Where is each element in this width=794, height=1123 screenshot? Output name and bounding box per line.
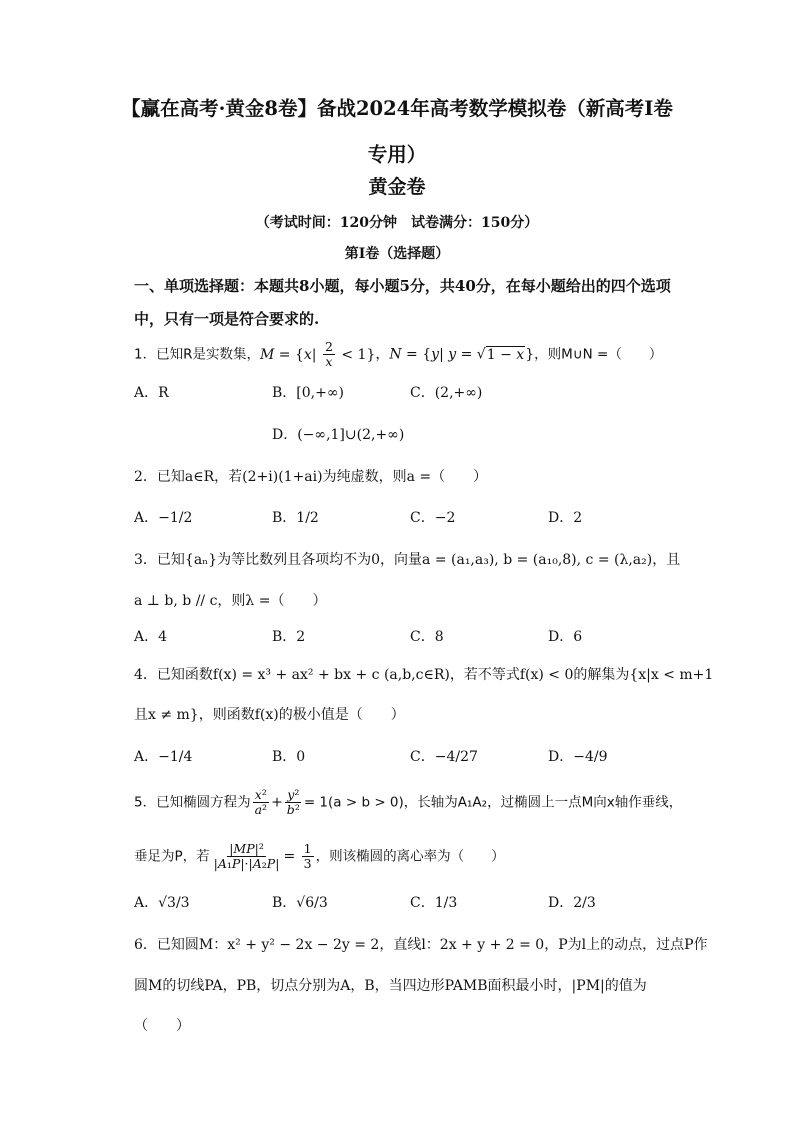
q1-set-m: M = {x| $\frac{2}{x}$ < 1}: [259, 339, 376, 369]
q3-option-a: A．4: [134, 629, 168, 645]
q5-y-term: $\frac{\text{y²}}{\text{b²}}$: [286, 787, 300, 817]
question-6-line2: 圆M的切线PA，PB，切点分别为A，B，当四边形PAMB面积最小时，|PM|的值为: [134, 978, 647, 994]
q1-prefix: 1．已知R是实数集，: [134, 346, 260, 363]
q5-x-term: $\frac{\text{x²}}{\text{a²}}$: [254, 787, 268, 817]
exam-info: （考试时间：120分钟 试卷满分：150分）: [255, 215, 539, 231]
q2-option-d: D．2: [548, 510, 583, 526]
q5-ask: ，则该椭圆的离心率为（ ）: [315, 848, 505, 865]
section-heading: 一、单项选择题：本题共8小题，每小题5分，共40分，在每小题给出的四个选项中，只有一项是符合要求的.: [134, 277, 671, 328]
q3-option-c: C．8: [410, 629, 444, 645]
q5-condition: = 1(a > b > 0)，长轴为A₁A₂，过椭圆上一点M向x轴作垂线，: [303, 794, 683, 811]
q2-option-b: B．1/2: [272, 510, 319, 526]
question-6-line3: （ ）: [134, 1018, 190, 1034]
q5-option-b: B．√6/3: [272, 895, 328, 911]
q3-option-b: B．2: [272, 629, 306, 645]
question-4-line2: 且x ≠ m}，则函数f(x)的极小值是（ ）: [134, 707, 405, 723]
q1-option-a: A．R: [134, 385, 169, 401]
question-6-line1: 6．已知圆M：x² + y² − 2x − 2y = 2，直线l：2x + y + 2 = 0，P为l上的动点，过点P作: [134, 937, 708, 953]
q4-option-b: B．0: [272, 749, 306, 765]
question-4-line1: 4．已知函数f(x) = x³ + ax² + bx + c (a,b,c∈R)，若不等式f(x) < 0的解集为{x|x < m+1: [134, 667, 714, 683]
question-5-line1: 5．已知椭圆方程为 $\frac{\text{x²}}{\text{a²}}$ + $\frac{\text{y²}}{\text{b²}}$ = 1(a > b > 0)，长轴为A₁A₂，过椭圆上一点M向x轴作垂线，: [134, 787, 683, 817]
q2-option-a: A．−1/2: [134, 510, 193, 526]
q5-option-a: A．√3/3: [134, 895, 190, 911]
q4-option-a: A．−1/4: [134, 749, 193, 765]
q4-option-d: D．−4/9: [548, 749, 608, 765]
q4-option-c: C．−4/27: [410, 749, 478, 765]
q1-option-c: C．(2,+∞): [410, 385, 483, 401]
q5-given: 垂足为P，若: [134, 848, 210, 865]
paper-subtitle: 黄金卷: [368, 176, 426, 198]
question-3-line1: 3．已知{aₙ}为等比数列且各项均不为0，向量a = (a₁,a₃), b = (a₁₀,8), c = (λ,a₂)，且: [134, 552, 681, 568]
q1-ask: ，则M∪N =（ ）: [534, 346, 663, 363]
q5-option-d: D．2/3: [548, 895, 596, 911]
question-2: 2．已知a∈R，若(2+i)(1+ai)为纯虚数，则a =（ ）: [134, 469, 488, 485]
q5-intro: 5．已知椭圆方程为: [134, 794, 251, 811]
question-5-line2: 垂足为P，若 $\frac{\text{|MP|²}}{\text{|A₁P|·|A₂P|}}$ = $\frac{1}{3}$ ，则该椭圆的离心率为（ ）: [134, 841, 505, 871]
q2-option-c: C．−2: [410, 510, 456, 526]
question-1: 1．已知R是实数集，M = {x| $\frac{2}{x}$ < 1}，N = {y| y = √1 − x}，则M∪N =（ ）: [134, 339, 663, 369]
q1-option-d: D．(−∞,1]∪(2,+∞): [272, 427, 405, 443]
part-heading: 第Ⅰ卷（选择题）: [344, 246, 450, 262]
question-3-line2: a ⊥ b, b // c，则λ =（ ）: [134, 593, 327, 609]
q5-ratio-value: $\frac{1}{3}$: [303, 841, 312, 871]
q1-set-n: N = {y| y = √1 − x}: [389, 346, 535, 363]
q5-option-c: C．1/3: [410, 895, 458, 911]
q3-option-d: D．6: [548, 629, 583, 645]
page-title: 【赢在高考·黄金8卷】备战2024年高考数学模拟卷（新高考Ⅰ卷专用）: [121, 97, 673, 166]
q5-ratio: $\frac{\text{|MP|²}}{\text{|A₁P|·|A₂P|}}$: [213, 841, 280, 871]
q1-option-b: B．[0,+∞): [272, 385, 344, 401]
